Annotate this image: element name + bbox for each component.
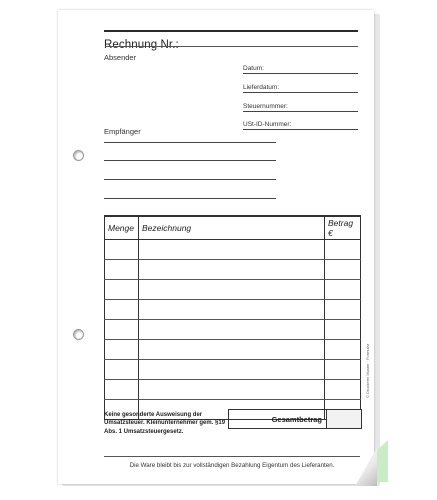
description-cell[interactable] xyxy=(139,280,325,300)
description-cell[interactable] xyxy=(139,340,325,360)
description-cell[interactable] xyxy=(139,360,325,380)
vat-id-label: USt-ID-Nummer: xyxy=(243,121,292,128)
description-cell[interactable] xyxy=(139,300,325,320)
table-row xyxy=(105,280,361,300)
table-row xyxy=(105,380,361,400)
delivery-date-field[interactable] xyxy=(243,80,358,93)
punch-hole-top xyxy=(73,150,84,161)
recipient-line-1[interactable] xyxy=(104,142,276,143)
recipient-line-3[interactable] xyxy=(104,179,276,180)
tax-number-label: Steuernummer: xyxy=(243,103,288,110)
recipient-line-2[interactable] xyxy=(104,160,276,161)
date-label: Datum: xyxy=(243,65,264,72)
date-field[interactable] xyxy=(243,61,358,74)
tax-exemption-note: Keine gesonderte Ausweisung der Umsatzsteuer. Kleinunternehmer gem. §19 Abs. 1 Umsatzsteuergesetz. xyxy=(104,412,226,435)
table-row xyxy=(105,340,361,360)
amount-cell[interactable] xyxy=(325,360,361,380)
sender-label: Absender xyxy=(104,53,137,62)
amount-cell[interactable] xyxy=(325,340,361,360)
quantity-cell[interactable] xyxy=(105,240,139,260)
invoice-number-line[interactable] xyxy=(105,46,358,47)
tax-number-field[interactable] xyxy=(243,99,358,112)
quantity-cell[interactable] xyxy=(105,380,139,400)
punch-hole-bottom xyxy=(73,329,84,340)
table-row xyxy=(105,360,361,380)
amount-cell[interactable] xyxy=(325,380,361,400)
description-cell[interactable] xyxy=(139,380,325,400)
quantity-cell[interactable] xyxy=(105,340,139,360)
quantity-cell[interactable] xyxy=(105,280,139,300)
footer-divider xyxy=(104,456,360,457)
delivery-date-label: Lieferdatum: xyxy=(243,84,280,91)
recipient-label: Empfänger xyxy=(104,127,141,136)
items-header-row xyxy=(105,216,361,240)
header-quantity: Menge xyxy=(105,216,139,240)
table-row xyxy=(105,320,361,340)
table-row xyxy=(105,240,361,260)
printer-imprint: © Druckerei Muster · Formular xyxy=(365,343,370,398)
ownership-note: Die Ware bleibt bis zur vollständigen Bezahlung Eigentum des Lieferanten. xyxy=(129,462,335,469)
quantity-cell[interactable] xyxy=(105,300,139,320)
description-cell[interactable] xyxy=(139,260,325,280)
table-row xyxy=(105,300,361,320)
amount-cell[interactable] xyxy=(325,260,361,280)
vat-id-field[interactable] xyxy=(243,117,358,130)
quantity-cell[interactable] xyxy=(105,320,139,340)
amount-cell[interactable] xyxy=(325,320,361,340)
amount-cell[interactable] xyxy=(325,300,361,320)
recipient-line-4[interactable] xyxy=(104,198,276,199)
total-label: Gesamtbetrag xyxy=(229,410,327,428)
quantity-cell[interactable] xyxy=(105,260,139,280)
amount-cell[interactable] xyxy=(325,280,361,300)
description-cell[interactable] xyxy=(139,320,325,340)
title-row xyxy=(104,30,358,53)
amount-cell[interactable] xyxy=(325,240,361,260)
invoice-title: Rechnung Nr.: xyxy=(104,39,179,51)
description-cell[interactable] xyxy=(139,240,325,260)
header-description: Bezeichnung xyxy=(139,216,325,240)
table-row xyxy=(105,260,361,280)
header-amount: Betrag € xyxy=(325,216,361,240)
items-table xyxy=(104,215,361,420)
total-box xyxy=(228,409,362,429)
total-amount-field[interactable] xyxy=(327,410,361,428)
quantity-cell[interactable] xyxy=(105,360,139,380)
